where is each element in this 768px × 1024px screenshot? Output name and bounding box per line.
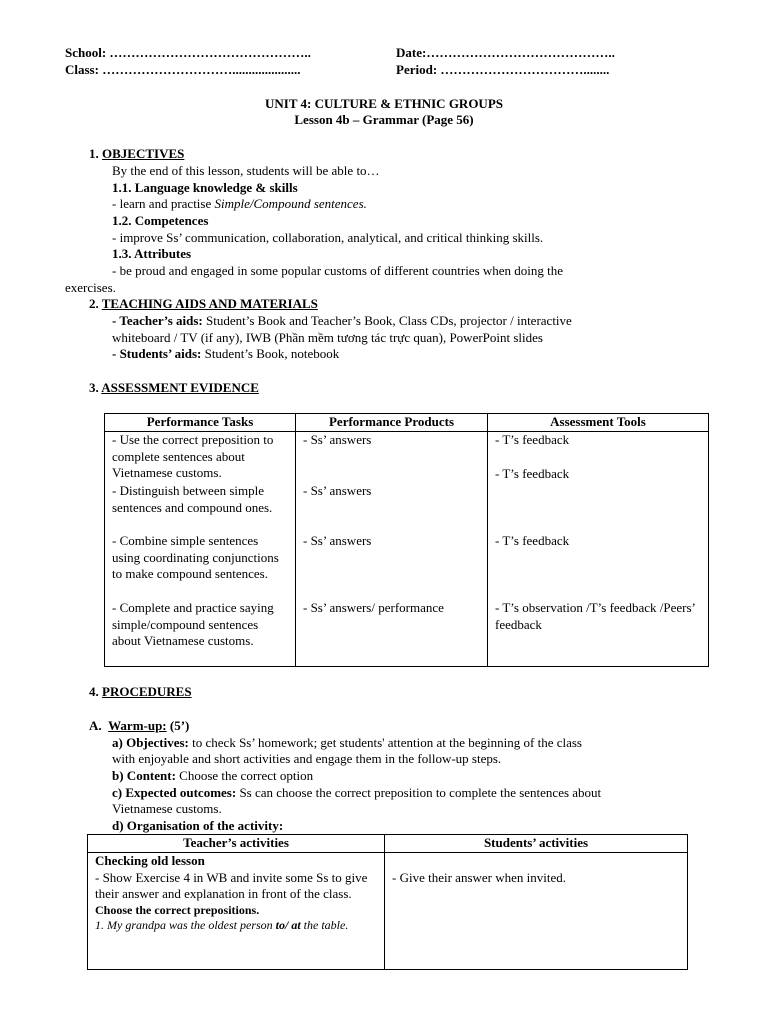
teacher-activities-cell [88, 852, 385, 969]
lesson-title: Lesson 4b – Grammar (Page 56) [294, 112, 474, 127]
activities-table [87, 834, 688, 970]
teacher-text: - Show Exercise 4 in WB and invite some Ss to give their answer and explanation in front of the class. [95, 869, 368, 902]
warmup-objectives-cont: with enjoyable and short activities and engage them in the follow-up steps. [112, 751, 502, 766]
class-line: Class: …………………………..................... [65, 62, 301, 77]
product-cell: - Ss’ answers/ performance [303, 599, 444, 615]
table-header-row [88, 835, 688, 853]
warmup-organisation: d) Organisation of the activity: [112, 818, 284, 833]
subheading-1-3: 1.3. Attributes [112, 246, 192, 261]
table-row [88, 852, 688, 969]
teacher-aids: - Teacher’s aids: Student’s Book and Teacher’s Book, Class CDs, projector / interactive [112, 313, 572, 328]
objective-1-2-text: - improve Ss’ communication, collaboration, analytical, and critical thinking skills. [112, 230, 544, 245]
teacher-heading: Checking old lesson [95, 852, 205, 868]
task-heading: Choose the correct prepositions. [95, 903, 260, 918]
student-text: - Give their answer when invited. [392, 869, 567, 885]
task-cell: - Combine simple sentences using coordinating conjunctions to make compound sentences. [112, 532, 279, 582]
example-sentence: 1. My grandpa was the oldest person to/ at the table. [95, 918, 349, 933]
warmup-outcomes: c) Expected outcomes: Ss can choose the correct preposition to complete the sentences about [112, 785, 602, 800]
date-line: Date:…………………………………….. [396, 45, 615, 60]
table-header-row [105, 414, 709, 432]
product-cell: - Ss’ answers [303, 482, 372, 498]
column-header: Teacher’s activities [88, 835, 385, 853]
task-cell: - Use the correct preposition to complete sentences about Vietnamese customs. [112, 431, 274, 481]
warmup-heading: A. Warm-up: (5’) [89, 718, 190, 733]
objectives-intro: By the end of this lesson, students will be able to… [112, 163, 380, 178]
objective-1-3-text-cont: exercises. [65, 280, 116, 295]
column-header: Performance Tasks [105, 414, 296, 432]
assessment-heading: 3. ASSESSMENT EVIDENCE [89, 380, 259, 395]
objective-1-3-text: - be proud and engaged in some popular customs of different countries when doing the [112, 263, 564, 278]
warmup-content: b) Content: Choose the correct option [112, 768, 314, 783]
procedures-heading: 4. PROCEDURES [89, 684, 192, 699]
tools-cell [488, 431, 709, 666]
aids-heading: 2. TEACHING AIDS AND MATERIALS [89, 296, 318, 311]
period-line: Period: ……………………………........ [396, 62, 610, 77]
student-activities-cell [385, 852, 688, 969]
column-header: Students’ activities [385, 835, 688, 853]
assessment-table [104, 413, 709, 667]
task-cell: - Distinguish between simple sentences and compound ones. [112, 482, 273, 515]
objectives-heading: 1. OBJECTIVES [89, 146, 185, 161]
school-line: School: ……………………………………….. [65, 45, 311, 60]
warmup-outcomes-cont: Vietnamese customs. [112, 801, 222, 816]
column-header: Assessment Tools [488, 414, 709, 432]
tool-cell: - T’s feedback [495, 465, 570, 481]
column-header: Performance Products [296, 414, 488, 432]
tool-cell: - T’s observation /T’s feedback /Peers’ feedback [495, 599, 695, 632]
unit-title: UNIT 4: CULTURE & ETHNIC GROUPS [264, 96, 503, 111]
products-cell [296, 431, 488, 666]
subheading-1-1: 1.1. Language knowledge & skills [112, 180, 298, 195]
tool-cell: - T’s feedback [495, 431, 570, 447]
objective-1-1-text: - learn and practise Simple/Compound sentences. [112, 196, 367, 211]
subheading-1-2: 1.2. Competences [112, 213, 209, 228]
students-aids: - Students’ aids: Student’s Book, notebook [112, 346, 340, 361]
table-row [105, 431, 709, 666]
tasks-cell [105, 431, 296, 666]
tool-cell: - T’s feedback [495, 532, 570, 548]
teacher-aids-cont: whiteboard / TV (if any), IWB (Phần mềm tương tác trực quan), PowerPoint slides [112, 330, 543, 345]
warmup-objectives: a) Objectives: to check Ss’ homework; get students' attention at the beginning of the class [112, 735, 582, 750]
task-cell: - Complete and practice saying simple/compound sentences about Vietnamese customs. [112, 599, 274, 649]
product-cell: - Ss’ answers [303, 431, 372, 447]
product-cell: - Ss’ answers [303, 532, 372, 548]
